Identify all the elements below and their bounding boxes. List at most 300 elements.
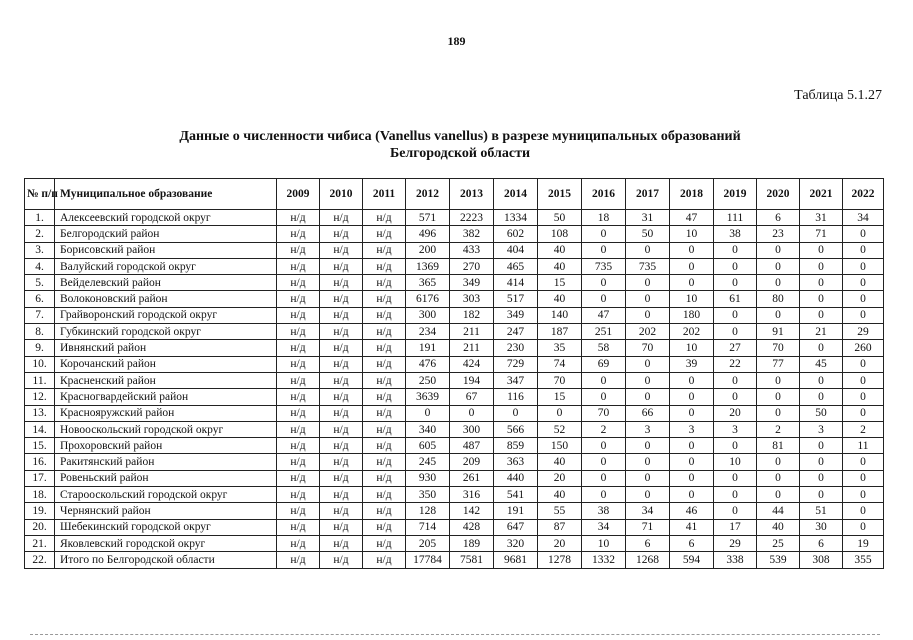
- count-cell: 191: [494, 503, 538, 519]
- count-cell: 47: [670, 210, 714, 226]
- count-cell: 0: [670, 454, 714, 470]
- count-cell: 0: [582, 242, 626, 258]
- municipality-name: Новооскольский городской округ: [55, 421, 277, 437]
- count-cell: 17784: [406, 552, 450, 568]
- row-number: 4.: [25, 258, 55, 274]
- count-cell: н/д: [277, 503, 320, 519]
- count-cell: 111: [714, 210, 757, 226]
- count-cell: 0: [494, 405, 538, 421]
- count-cell: 0: [538, 405, 582, 421]
- count-cell: 40: [757, 519, 800, 535]
- count-cell: 0: [714, 242, 757, 258]
- municipality-name: Красненский район: [55, 372, 277, 388]
- count-cell: 251: [582, 324, 626, 340]
- count-cell: 10: [714, 454, 757, 470]
- count-cell: 21: [800, 324, 843, 340]
- table-row: [25, 503, 884, 519]
- count-cell: 211: [450, 340, 494, 356]
- count-cell: 0: [670, 372, 714, 388]
- count-cell: 0: [714, 470, 757, 486]
- count-cell: 80: [757, 291, 800, 307]
- count-cell: н/д: [277, 389, 320, 405]
- count-cell: н/д: [277, 242, 320, 258]
- table-body: [25, 210, 884, 569]
- count-cell: 0: [757, 470, 800, 486]
- count-cell: 46: [670, 503, 714, 519]
- count-cell: 308: [800, 552, 843, 568]
- title-line-1: Данные о численности чибиса (Vanellus vanellus) в разрезе муниципальных образований: [179, 129, 741, 144]
- table-row: [25, 405, 884, 421]
- count-cell: 2223: [450, 210, 494, 226]
- count-cell: 0: [582, 389, 626, 405]
- count-cell: 0: [800, 340, 843, 356]
- count-cell: 0: [714, 258, 757, 274]
- count-cell: н/д: [320, 405, 363, 421]
- municipality-name: Ивнянский район: [55, 340, 277, 356]
- count-cell: 9681: [494, 552, 538, 568]
- count-cell: 320: [494, 535, 538, 551]
- count-cell: 0: [670, 438, 714, 454]
- count-cell: н/д: [363, 470, 406, 486]
- count-cell: н/д: [363, 307, 406, 323]
- count-cell: 71: [800, 226, 843, 242]
- count-cell: 594: [670, 552, 714, 568]
- header-year: 2015: [538, 179, 582, 210]
- count-cell: 0: [843, 372, 884, 388]
- title-line-2: Белгородской области: [389, 146, 531, 161]
- count-cell: 27: [714, 340, 757, 356]
- table-row: [25, 258, 884, 274]
- count-cell: 440: [494, 470, 538, 486]
- count-cell: н/д: [277, 470, 320, 486]
- count-cell: 0: [582, 372, 626, 388]
- count-cell: 55: [538, 503, 582, 519]
- count-cell: н/д: [320, 519, 363, 535]
- table-row: [25, 324, 884, 340]
- count-cell: 22: [714, 356, 757, 372]
- count-cell: 230: [494, 340, 538, 356]
- count-cell: 0: [843, 519, 884, 535]
- municipality-name: Алексеевский городской округ: [55, 210, 277, 226]
- count-cell: н/д: [363, 438, 406, 454]
- count-cell: 0: [626, 242, 670, 258]
- table-row: [25, 470, 884, 486]
- count-cell: н/д: [320, 275, 363, 291]
- bottom-divider: [30, 634, 880, 635]
- count-cell: 0: [670, 275, 714, 291]
- count-cell: 40: [538, 258, 582, 274]
- count-cell: н/д: [277, 258, 320, 274]
- count-cell: 10: [582, 535, 626, 551]
- count-cell: 0: [800, 372, 843, 388]
- count-cell: 31: [626, 210, 670, 226]
- municipality-name: Яковлевский городской округ: [55, 535, 277, 551]
- count-cell: 6: [670, 535, 714, 551]
- table-row: [25, 226, 884, 242]
- count-cell: н/д: [277, 324, 320, 340]
- count-cell: 0: [757, 372, 800, 388]
- count-cell: н/д: [363, 519, 406, 535]
- row-number: 6.: [25, 291, 55, 307]
- count-cell: 0: [582, 275, 626, 291]
- count-cell: 245: [406, 454, 450, 470]
- count-cell: 108: [538, 226, 582, 242]
- count-cell: 0: [843, 226, 884, 242]
- count-cell: 647: [494, 519, 538, 535]
- count-cell: 200: [406, 242, 450, 258]
- count-cell: н/д: [320, 470, 363, 486]
- municipality-name: Вейделевский район: [55, 275, 277, 291]
- count-cell: н/д: [320, 307, 363, 323]
- row-number: 21.: [25, 535, 55, 551]
- count-cell: 40: [538, 487, 582, 503]
- count-cell: 0: [626, 389, 670, 405]
- count-cell: н/д: [320, 487, 363, 503]
- count-cell: 187: [538, 324, 582, 340]
- municipality-name: Итого по Белгородской области: [55, 552, 277, 568]
- table-header-row: [25, 179, 884, 210]
- count-cell: 0: [757, 487, 800, 503]
- table-row: [25, 487, 884, 503]
- header-year: 2021: [800, 179, 843, 210]
- table-row: [25, 242, 884, 258]
- count-cell: н/д: [363, 454, 406, 470]
- count-cell: 3: [670, 421, 714, 437]
- count-cell: 735: [626, 258, 670, 274]
- count-cell: 34: [626, 503, 670, 519]
- count-cell: 0: [757, 242, 800, 258]
- count-cell: н/д: [320, 552, 363, 568]
- row-number: 9.: [25, 340, 55, 356]
- count-cell: 51: [800, 503, 843, 519]
- count-cell: 0: [843, 503, 884, 519]
- count-cell: 539: [757, 552, 800, 568]
- count-cell: 116: [494, 389, 538, 405]
- table-row: [25, 389, 884, 405]
- count-cell: 300: [450, 421, 494, 437]
- count-cell: н/д: [277, 356, 320, 372]
- count-cell: н/д: [320, 372, 363, 388]
- header-num: № п/п: [25, 179, 55, 210]
- count-cell: 10: [670, 226, 714, 242]
- count-cell: 0: [626, 372, 670, 388]
- count-cell: 0: [670, 487, 714, 503]
- count-cell: 2: [757, 421, 800, 437]
- count-cell: 25: [757, 535, 800, 551]
- count-cell: 0: [626, 356, 670, 372]
- count-cell: 18: [582, 210, 626, 226]
- count-cell: 10: [670, 291, 714, 307]
- row-number: 22.: [25, 552, 55, 568]
- municipality-name: Валуйский городской округ: [55, 258, 277, 274]
- count-cell: 0: [800, 242, 843, 258]
- count-cell: н/д: [277, 291, 320, 307]
- count-cell: 0: [714, 275, 757, 291]
- count-cell: 735: [582, 258, 626, 274]
- header-year: 2020: [757, 179, 800, 210]
- count-cell: 300: [406, 307, 450, 323]
- count-cell: 0: [670, 258, 714, 274]
- count-cell: 40: [538, 291, 582, 307]
- count-cell: 0: [582, 226, 626, 242]
- count-cell: н/д: [363, 487, 406, 503]
- count-cell: 70: [757, 340, 800, 356]
- row-number: 5.: [25, 275, 55, 291]
- row-number: 18.: [25, 487, 55, 503]
- count-cell: 67: [450, 389, 494, 405]
- count-cell: 0: [843, 242, 884, 258]
- count-cell: 0: [800, 470, 843, 486]
- count-cell: н/д: [277, 226, 320, 242]
- row-number: 17.: [25, 470, 55, 486]
- table-row: [25, 291, 884, 307]
- count-cell: 15: [538, 389, 582, 405]
- count-cell: 6: [757, 210, 800, 226]
- count-cell: н/д: [277, 487, 320, 503]
- count-cell: 91: [757, 324, 800, 340]
- count-cell: 74: [538, 356, 582, 372]
- count-cell: н/д: [363, 503, 406, 519]
- count-cell: 0: [843, 307, 884, 323]
- count-cell: 566: [494, 421, 538, 437]
- count-cell: 39: [670, 356, 714, 372]
- count-cell: 0: [843, 275, 884, 291]
- municipality-name: Борисовский район: [55, 242, 277, 258]
- count-cell: 0: [670, 389, 714, 405]
- count-cell: 0: [582, 454, 626, 470]
- count-cell: 0: [714, 324, 757, 340]
- count-cell: 3: [626, 421, 670, 437]
- header-year: 2017: [626, 179, 670, 210]
- municipality-name: Ракитянский район: [55, 454, 277, 470]
- count-cell: 35: [538, 340, 582, 356]
- table-row: [25, 340, 884, 356]
- municipality-name: Корочанский район: [55, 356, 277, 372]
- count-cell: н/д: [320, 389, 363, 405]
- count-cell: н/д: [320, 226, 363, 242]
- table-row: [25, 372, 884, 388]
- count-cell: н/д: [320, 324, 363, 340]
- table-row: [25, 356, 884, 372]
- count-cell: 0: [582, 438, 626, 454]
- count-cell: 340: [406, 421, 450, 437]
- count-cell: 3: [714, 421, 757, 437]
- count-cell: 234: [406, 324, 450, 340]
- count-cell: 77: [757, 356, 800, 372]
- count-cell: 150: [538, 438, 582, 454]
- count-cell: 428: [450, 519, 494, 535]
- count-cell: 0: [800, 438, 843, 454]
- count-cell: н/д: [277, 405, 320, 421]
- header-year: 2011: [363, 179, 406, 210]
- count-cell: 0: [800, 487, 843, 503]
- count-cell: 0: [626, 438, 670, 454]
- row-number: 2.: [25, 226, 55, 242]
- count-cell: 66: [626, 405, 670, 421]
- count-cell: н/д: [363, 372, 406, 388]
- count-cell: 930: [406, 470, 450, 486]
- count-cell: 465: [494, 258, 538, 274]
- count-cell: 0: [406, 405, 450, 421]
- count-cell: 0: [714, 487, 757, 503]
- table-row: [25, 210, 884, 226]
- count-cell: н/д: [363, 340, 406, 356]
- row-number: 1.: [25, 210, 55, 226]
- count-cell: 363: [494, 454, 538, 470]
- count-cell: 0: [800, 307, 843, 323]
- count-cell: 0: [714, 372, 757, 388]
- count-cell: 180: [670, 307, 714, 323]
- count-cell: н/д: [363, 226, 406, 242]
- count-cell: 316: [450, 487, 494, 503]
- count-cell: 0: [714, 438, 757, 454]
- count-cell: н/д: [320, 454, 363, 470]
- count-cell: 29: [843, 324, 884, 340]
- count-cell: 0: [670, 470, 714, 486]
- count-cell: 404: [494, 242, 538, 258]
- count-cell: н/д: [277, 454, 320, 470]
- row-number: 8.: [25, 324, 55, 340]
- count-cell: 424: [450, 356, 494, 372]
- header-year: 2012: [406, 179, 450, 210]
- count-cell: н/д: [363, 242, 406, 258]
- count-cell: н/д: [277, 535, 320, 551]
- count-cell: н/д: [363, 356, 406, 372]
- count-cell: 349: [450, 275, 494, 291]
- count-cell: 0: [757, 258, 800, 274]
- count-cell: 605: [406, 438, 450, 454]
- header-year: 2013: [450, 179, 494, 210]
- municipality-name: Шебекинский городской округ: [55, 519, 277, 535]
- count-cell: н/д: [363, 535, 406, 551]
- count-cell: н/д: [363, 405, 406, 421]
- count-cell: 0: [757, 307, 800, 323]
- count-cell: 0: [626, 307, 670, 323]
- table-reference: Таблица 5.1.27: [794, 88, 882, 103]
- count-cell: 11: [843, 438, 884, 454]
- count-cell: н/д: [363, 421, 406, 437]
- count-cell: 194: [450, 372, 494, 388]
- count-cell: 3639: [406, 389, 450, 405]
- count-cell: 338: [714, 552, 757, 568]
- row-number: 16.: [25, 454, 55, 470]
- count-cell: 70: [538, 372, 582, 388]
- municipality-name: Волоконовский район: [55, 291, 277, 307]
- count-cell: 0: [626, 275, 670, 291]
- count-cell: 0: [843, 454, 884, 470]
- count-cell: 0: [626, 291, 670, 307]
- count-cell: 17: [714, 519, 757, 535]
- count-cell: 0: [843, 258, 884, 274]
- table-row: [25, 454, 884, 470]
- count-cell: н/д: [320, 356, 363, 372]
- count-cell: 209: [450, 454, 494, 470]
- count-cell: 260: [843, 340, 884, 356]
- count-cell: 414: [494, 275, 538, 291]
- table-row: [25, 552, 884, 568]
- header-year: 2018: [670, 179, 714, 210]
- count-cell: 0: [757, 454, 800, 470]
- count-cell: 347: [494, 372, 538, 388]
- count-cell: 7581: [450, 552, 494, 568]
- header-year: 2019: [714, 179, 757, 210]
- count-cell: 0: [670, 242, 714, 258]
- count-cell: 52: [538, 421, 582, 437]
- count-cell: 182: [450, 307, 494, 323]
- municipality-name: Губкинский городской округ: [55, 324, 277, 340]
- count-cell: 247: [494, 324, 538, 340]
- table-row: [25, 438, 884, 454]
- header-year: 2022: [843, 179, 884, 210]
- count-cell: 30: [800, 519, 843, 535]
- count-cell: 34: [843, 210, 884, 226]
- count-cell: 0: [582, 291, 626, 307]
- count-cell: 496: [406, 226, 450, 242]
- count-cell: н/д: [320, 340, 363, 356]
- count-cell: 0: [450, 405, 494, 421]
- count-cell: 0: [800, 389, 843, 405]
- count-cell: н/д: [363, 275, 406, 291]
- count-cell: 382: [450, 226, 494, 242]
- row-number: 11.: [25, 372, 55, 388]
- count-cell: 202: [670, 324, 714, 340]
- count-cell: 87: [538, 519, 582, 535]
- table-row: [25, 519, 884, 535]
- count-cell: н/д: [320, 210, 363, 226]
- count-cell: н/д: [363, 552, 406, 568]
- count-cell: 10: [670, 340, 714, 356]
- count-cell: 0: [800, 454, 843, 470]
- count-cell: 20: [538, 535, 582, 551]
- count-cell: 29: [714, 535, 757, 551]
- count-cell: 0: [800, 291, 843, 307]
- municipality-name: Краснояружский район: [55, 405, 277, 421]
- count-cell: н/д: [320, 503, 363, 519]
- count-cell: 1369: [406, 258, 450, 274]
- count-cell: н/д: [320, 535, 363, 551]
- row-number: 19.: [25, 503, 55, 519]
- count-cell: 0: [843, 405, 884, 421]
- count-cell: 0: [757, 405, 800, 421]
- count-cell: 261: [450, 470, 494, 486]
- count-cell: 729: [494, 356, 538, 372]
- count-cell: 270: [450, 258, 494, 274]
- count-cell: 517: [494, 291, 538, 307]
- count-cell: 0: [843, 356, 884, 372]
- count-cell: 0: [800, 275, 843, 291]
- count-cell: 487: [450, 438, 494, 454]
- count-cell: н/д: [363, 324, 406, 340]
- count-cell: н/д: [320, 291, 363, 307]
- count-cell: 19: [843, 535, 884, 551]
- count-cell: 20: [538, 470, 582, 486]
- header-year: 2009: [277, 179, 320, 210]
- count-cell: 41: [670, 519, 714, 535]
- count-cell: н/д: [363, 291, 406, 307]
- count-cell: 0: [843, 291, 884, 307]
- header-year: 2014: [494, 179, 538, 210]
- count-cell: 350: [406, 487, 450, 503]
- table-row: [25, 421, 884, 437]
- count-cell: 44: [757, 503, 800, 519]
- count-cell: н/д: [277, 275, 320, 291]
- count-cell: 38: [714, 226, 757, 242]
- count-cell: 2: [582, 421, 626, 437]
- count-cell: н/д: [363, 210, 406, 226]
- row-number: 12.: [25, 389, 55, 405]
- count-cell: 0: [582, 487, 626, 503]
- count-cell: 1268: [626, 552, 670, 568]
